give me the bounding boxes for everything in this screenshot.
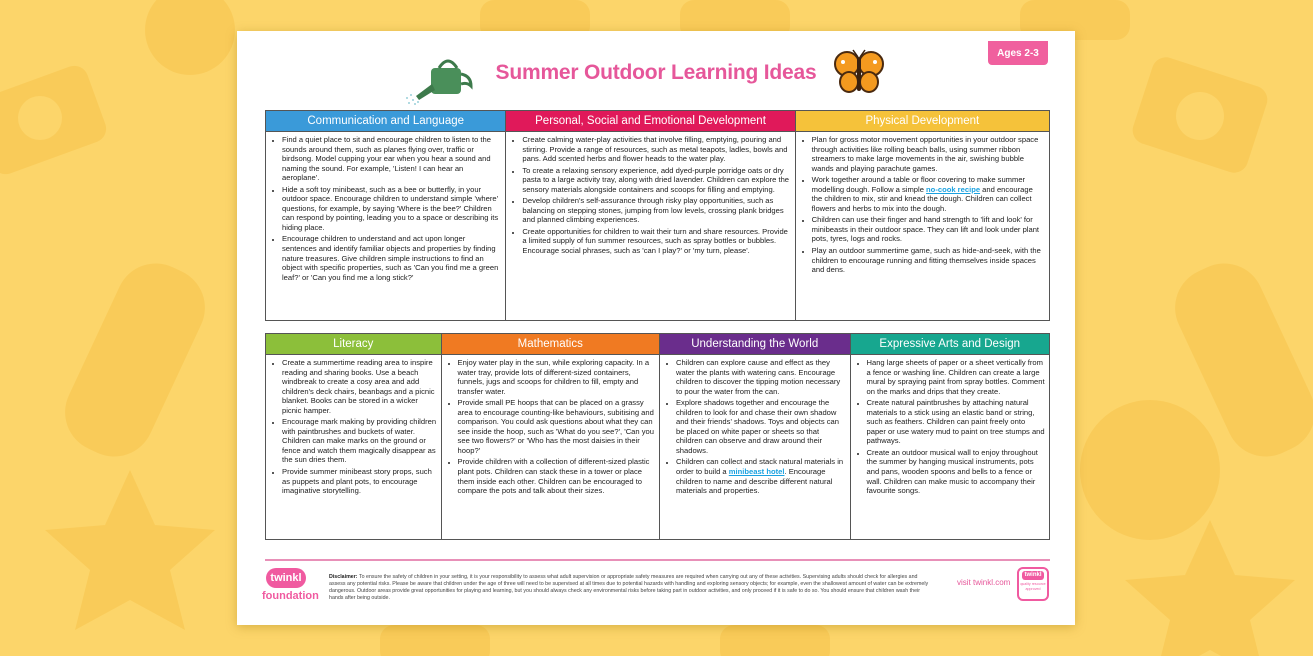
age-badge: Ages 2-3 xyxy=(988,41,1048,65)
activity-sheet xyxy=(237,31,1075,625)
disclaimer xyxy=(329,574,934,602)
section-heading: Communication and Language xyxy=(266,111,505,132)
list-item-text: Hang large sheets of paper or a sheet vertically from a fence or washing line. Children can create a large mural by spraying paint from spray bottles. Comment on the marks and drips that they create. xyxy=(866,358,1045,396)
list-item: • Develop children's self-assurance through risky play opportunities, such as balancing on stepping stones, jumping from low levels, crossing plank bridges and planned climbing experiences. xyxy=(522,196,790,225)
list-item xyxy=(676,358,846,396)
page-title: Summer Outdoor Learning Ideas xyxy=(495,61,817,84)
badge-caption: quality resource approved xyxy=(1020,582,1046,591)
list-item-text: Create an outdoor musical wall to enjoy throughout the summer by hanging musical instruments, pots and pans, wooden spoons and bells to a fence or wall. Children can make music to accompany their favourite songs. xyxy=(866,447,1038,496)
list-item: • Hide a soft toy minibeast, such as a bee or butterfly, in your outdoor space. Encourage children to understand simple 'where' questions, for example, by saying 'Where is the bee?' Children can respond by pointing, leading you to a space or describing its hiding place. xyxy=(282,185,501,233)
list-item xyxy=(867,398,1045,446)
list-item-text: and encourage the children to mix, stir and knead the dough. Children can collect flowers and herbs to mix into the dough. xyxy=(811,184,1033,213)
list-item-text: Encourage mark making by providing children with paintbrushes and buckets of water. Children can make marks on the ground or fence and watch them magically disappear as the sun dries them. xyxy=(282,417,437,465)
logo-text: twinkl xyxy=(266,568,306,588)
badge-title: twinkl xyxy=(1022,571,1044,580)
section-heading: Expressive Arts and Design xyxy=(851,334,1049,355)
list-item-text: . Encourage children to name and describe different natural materials and properties. xyxy=(675,467,833,496)
section-physical xyxy=(796,111,1049,320)
list-item-text: Children can collect and stack natural materials in order to build a xyxy=(675,457,844,477)
footer-divider xyxy=(265,559,1050,561)
list-item xyxy=(676,398,846,455)
section-communication xyxy=(266,111,506,320)
visit-link[interactable]: visit twinkl.com xyxy=(957,578,1011,587)
list-item-text: Create natural paintbrushes by attaching natural materials to a stick using an elastic band or string, such as feathers. Children can paint freely onto paper or use watery mud to paint on tree stumps and pathways. xyxy=(866,398,1045,446)
list-item xyxy=(812,135,1045,173)
section-expressive xyxy=(851,334,1049,539)
section-literacy xyxy=(266,334,442,539)
list-item-text: Children can use their finger and hand strength to 'lift and look' for minibeasts in their outdoor space. They can lift and look under plant pots, tyres, logs and rocks. xyxy=(811,215,1040,244)
logo-subtext: foundation xyxy=(262,590,319,602)
list-item xyxy=(676,457,846,495)
no-cook-recipe-link[interactable]: no-cook recipe xyxy=(926,184,981,194)
list-item: • Find a quiet place to sit and encourage children to listen to the sounds around them, such as planes flying over, traffic or birdsong. Model cupping your ear when you hear a sound and naming the sound. For example, 'Listen! I can hear an aeroplane'. xyxy=(282,135,501,183)
butterfly-icon xyxy=(834,49,884,95)
disclaimer-text: To ensure the safety of children in your setting, it is your responsibility to assess what adult supervision or appropriate safety measures are required when carrying out any of these activities. Supervising adults should check for allergies and assess any potential risks. Please be aware that children under the age of three will need to be supervised at all times due to potential hazards with handling and exploring sensory objects; for example, even the shallowest amount of water can be extremely dangerous. Outdoor areas provide great opportunities for playing and learning, but you should always check any environmental risks before taking part in outdoor activities, and only proceed if it is safe to do so. You should ensure that children wash their hands after being outside. xyxy=(329,574,929,601)
list-item xyxy=(282,417,437,465)
section-heading: Mathematics xyxy=(442,334,659,355)
list-item-text: Plan for gross motor movement opportunities in your outdoor space through activities like rolling beach balls, using summer ribbon streamers to make large movements in the air, swishing bubble wands and playing parachute games. xyxy=(811,135,1039,173)
top-sections xyxy=(265,110,1050,321)
list-item: • Create calming water-play activities that involve filling, emptying, pouring and stirring. Provide a range of resources, such as metal teapots, ladles, bowls and pans. Add scented herbs and flower heads to the water play. xyxy=(522,135,790,164)
list-item-text: Explore shadows together and encourage the children to look for and chase their own shadow and their friends' shadows. Toys and objects can be placed on white paper or sheets so that children can observe and draw around their shadows. xyxy=(675,398,839,455)
section-heading: Physical Development xyxy=(796,111,1049,132)
section-understanding xyxy=(660,334,851,539)
section-personal xyxy=(506,111,795,320)
list-item-text: Children can explore cause and effect as they water the plants with watering cans. Encourage children to discover the tipping motion necessary to pour the water from the can. xyxy=(675,358,841,396)
list-item xyxy=(458,398,655,455)
list-item xyxy=(867,448,1045,496)
list-item xyxy=(812,175,1045,213)
list-item: • To create a relaxing sensory experience, add dyed-purple porridge oats or dry pasta to a large activity tray, along with dried lavender. Children can explore the sensory materials alongside containers and scoops for filling and emptying. xyxy=(522,166,790,195)
quality-badge xyxy=(1017,567,1049,601)
bottom-sections xyxy=(265,333,1050,540)
list-item xyxy=(812,215,1045,244)
section-heading: Personal, Social and Emotional Development xyxy=(506,111,794,132)
list-item xyxy=(458,358,655,396)
section-heading: Literacy xyxy=(266,334,441,355)
disclaimer-label: Disclaimer: xyxy=(329,574,358,580)
list-item: • Encourage children to understand and act upon longer sentences and identify familiar objects and properties by finding nature treasures. Give children simple instructions to find an object with specific properties, such as 'Can you find me a green leaf?' or 'Can you find me a long stick?' xyxy=(282,234,501,282)
list-item-text: Provide children with a collection of different-sized plastic plant pots. Children can stack these in a tower or place them inside each other. Children can be encouraged to compare the pots and talk about their sizes. xyxy=(457,457,650,496)
minibeast-hotel-link[interactable]: minibeast hotel xyxy=(728,467,785,477)
section-heading: Understanding the World xyxy=(660,334,850,355)
list-item-text: Work together around a table or floor covering to make summer modelling dough. Follow a simple xyxy=(811,175,1026,194)
list-item-text: Enjoy water play in the sun, while exploring capacity. In a water tray, provide lots of different-sized containers, funnels, jugs and scoops for children to fill, empty and transfer water. xyxy=(457,358,650,396)
list-item-text: Provide small PE hoops that can be placed on a grassy area to encourage counting-like behaviours, subitising and comparison. You could ask questions about what they can see inside the hoop, such as 'What do you see?', 'Can you see two flowers?' or 'Who has the most daisies in their hoop?' xyxy=(457,398,654,455)
section-mathematics xyxy=(442,334,660,539)
list-item xyxy=(812,246,1045,275)
list-item-text: Play an outdoor summertime game, such as hide-and-seek, with the children to encourage running and fitting themselves inside spaces and dens. xyxy=(811,246,1041,275)
list-item xyxy=(867,358,1045,396)
list-item-text: Create a summertime reading area to inspire reading and sharing books. Use a beach windbreak to create a cosy area and add children's deck chairs, beanbags and a picnic blanket. Books can be stored in a wicker picnic hamper. xyxy=(282,358,435,415)
list-item-text: Provide summer minibeast story props, such as puppets and plant pots, to encourage imaginative storytelling. xyxy=(282,467,432,496)
list-item xyxy=(282,358,437,415)
list-item xyxy=(458,457,655,495)
twinkl-foundation-logo[interactable] xyxy=(262,568,319,610)
list-item: • Create opportunities for children to wait their turn and share resources. Provide a limited supply of fun summer resources, such as spray bottles or bubbles. Encourage social phrases, such as 'can I play?' or 'my turn, please'. xyxy=(522,227,790,256)
list-item xyxy=(282,467,437,496)
